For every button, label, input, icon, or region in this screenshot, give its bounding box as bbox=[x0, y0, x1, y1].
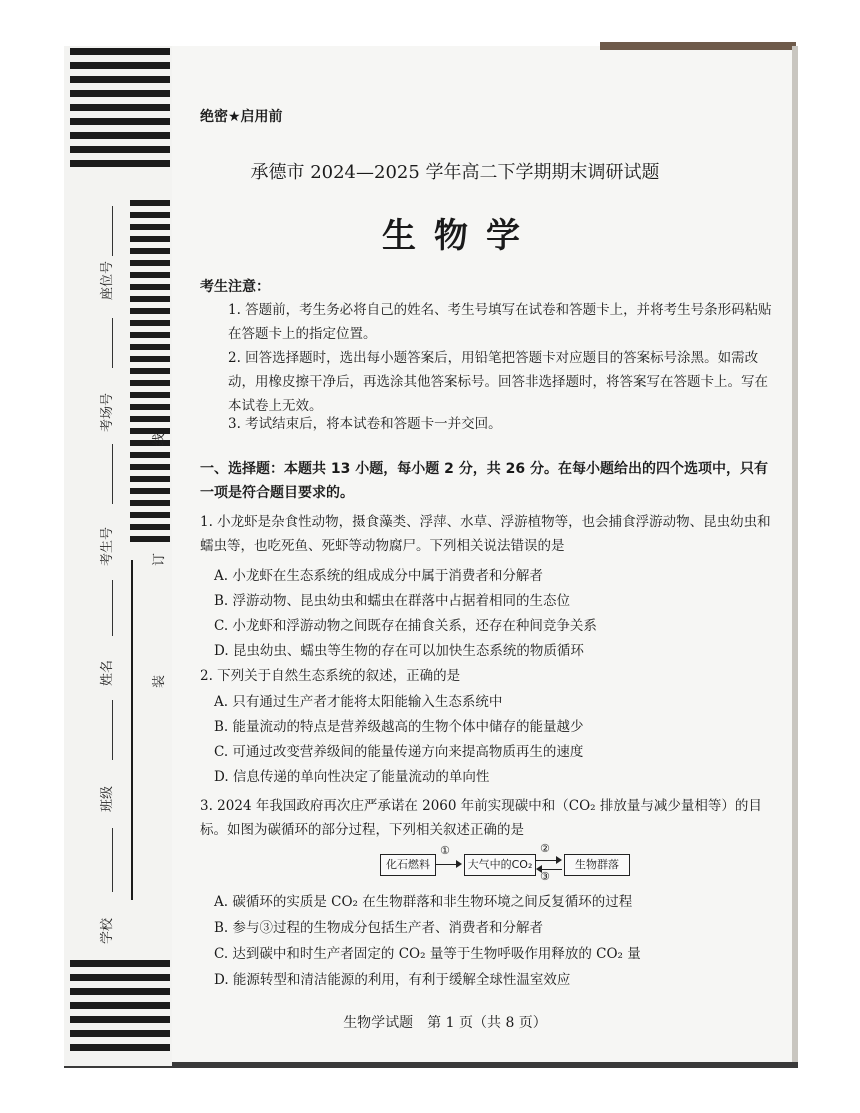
diagram-box-biocommunity: 生物群落 bbox=[564, 854, 630, 876]
binding-mark-pack: 装 bbox=[152, 674, 167, 688]
arrow-1-label: ① bbox=[440, 844, 450, 857]
question-2-option-a: A. 只有通过生产者才能将太阳能输入生态系统中 bbox=[214, 694, 503, 710]
class-label: 班级 bbox=[100, 785, 115, 812]
seat-number-label: 座位号 bbox=[100, 260, 115, 300]
candidate-number-label: 考生号 bbox=[100, 526, 115, 566]
arrow-2-line bbox=[536, 860, 558, 861]
paper-edge-bottom bbox=[64, 1062, 798, 1068]
question-1-option-c: C. 小龙虾和浮游动物之间既存在捕食关系，还存在种间竞争关系 bbox=[214, 618, 597, 634]
arrow-2-label: ② bbox=[540, 842, 550, 855]
question-1-stem: 1. 小龙虾是杂食性动物，摄食藻类、浮萍、水草、浮游植物等，也会捕食浮游动物、昆虫幼虫和蠕虫等，也吃死鱼、死虾等动物腐尸。下列相关说法错误的是 bbox=[200, 514, 771, 554]
question-1-option-d: D. 昆虫幼虫、蠕虫等生物的存在可以加快生态系统的物质循环 bbox=[214, 643, 584, 659]
notice-item-2: 2. 回答选择题时，选出每小题答案后，用铅笔把答题卡对应题目的答案标号涂黑。如需改动，用橡皮擦干净后，再选涂其他答案标号。回答非选择题时，将答案写在答题卡上。写在本试卷上无效。 bbox=[228, 350, 768, 414]
question-3-option-a: A. 碳循环的实质是 CO₂ 在生物群落和非生物环境之间反复循环的过程 bbox=[214, 894, 633, 910]
question-2-option-b: B. 能量流动的特点是营养级越高的生物个体中储存的能量越少 bbox=[214, 719, 584, 735]
binding-stripes-top bbox=[70, 48, 170, 174]
question-2-option-c: C. 可通过改变营养级间的能量传递方向来提高物质再生的速度 bbox=[214, 744, 584, 760]
paper-edge-top bbox=[600, 42, 796, 50]
room-underline bbox=[112, 318, 113, 368]
school-underline bbox=[112, 828, 113, 892]
diagram-box-atmosphere-co2: 大气中的CO₂ bbox=[464, 854, 536, 876]
section-heading: 一、选择题：本题共 13 小题，每小题 2 分，共 26 分。在每小题给出的四个选项中，只有一项是符合题目要求的。 bbox=[200, 461, 768, 501]
arrow-2-head bbox=[556, 856, 562, 864]
question-3-option-b: B. 参与③过程的生物成分包括生产者、消费者和分解者 bbox=[214, 920, 544, 936]
question-3-option-c: C. 达到碳中和时生产者固定的 CO₂ 量等于生物呼吸作用释放的 CO₂ 量 bbox=[214, 946, 641, 962]
diagram-box-fossil-fuel: 化石燃料 bbox=[380, 854, 436, 876]
carbon-cycle-diagram bbox=[380, 842, 640, 884]
subject-title: 生物学 bbox=[382, 216, 538, 256]
arrow-3-label: ③ bbox=[540, 870, 550, 883]
notice-heading: 考生注意： bbox=[200, 279, 270, 295]
confidential-mark: 绝密★启用前 bbox=[200, 109, 283, 125]
binding-stripes-bottom bbox=[70, 960, 170, 1058]
binding-mark-line: 线 bbox=[152, 432, 167, 446]
notice-item-3: 3. 考试结束后，将本试卷和答题卡一并交回。 bbox=[228, 416, 502, 432]
question-3-stem: 3. 2024 年我国政府再次庄严承诺在 2060 年前实现碳中和（CO₂ 排放量与减少量相等）的目标。如图为碳循环的部分过程，下列相关叙述正确的是 bbox=[200, 798, 762, 838]
class-underline bbox=[112, 700, 113, 760]
exam-room-label: 考场号 bbox=[100, 392, 115, 432]
question-1-option-a: A. 小龙虾在生态系统的组成成分中属于消费者和分解者 bbox=[214, 568, 543, 584]
question-2-option-d: D. 信息传递的单向性决定了能量流动的单向性 bbox=[214, 769, 490, 785]
notice-item-1: 1. 答题前，考生务必将自己的姓名、考生号填写在试卷和答题卡上，并将考生号条形码粘贴在答题卡上的指定位置。 bbox=[228, 302, 772, 342]
paper-edge-right bbox=[792, 46, 798, 1066]
page-footer: 生物学试题 第 1 页（共 8 页） bbox=[343, 1015, 547, 1031]
arrow-1-line bbox=[436, 864, 458, 865]
question-2-stem: 2. 下列关于自然生态系统的叙述，正确的是 bbox=[200, 668, 461, 684]
exam-no-underline bbox=[112, 444, 113, 504]
arrow-1-head bbox=[456, 860, 462, 868]
question-3-option-d: D. 能源转型和清洁能源的利用，有利于缓解全球性温室效应 bbox=[214, 972, 571, 988]
exam-title: 承德市 2024—2025 学年高二下学期期末调研试题 bbox=[250, 162, 660, 183]
name-label: 姓名 bbox=[100, 659, 115, 686]
binding-mark-bind: 订 bbox=[152, 552, 167, 566]
binding-line bbox=[131, 560, 133, 900]
question-1-option-b: B. 浮游动物、昆虫幼虫和蠕虫在群落中占据着相同的生态位 bbox=[214, 593, 571, 609]
school-label: 学校 bbox=[100, 917, 115, 944]
name-underline bbox=[112, 580, 113, 636]
